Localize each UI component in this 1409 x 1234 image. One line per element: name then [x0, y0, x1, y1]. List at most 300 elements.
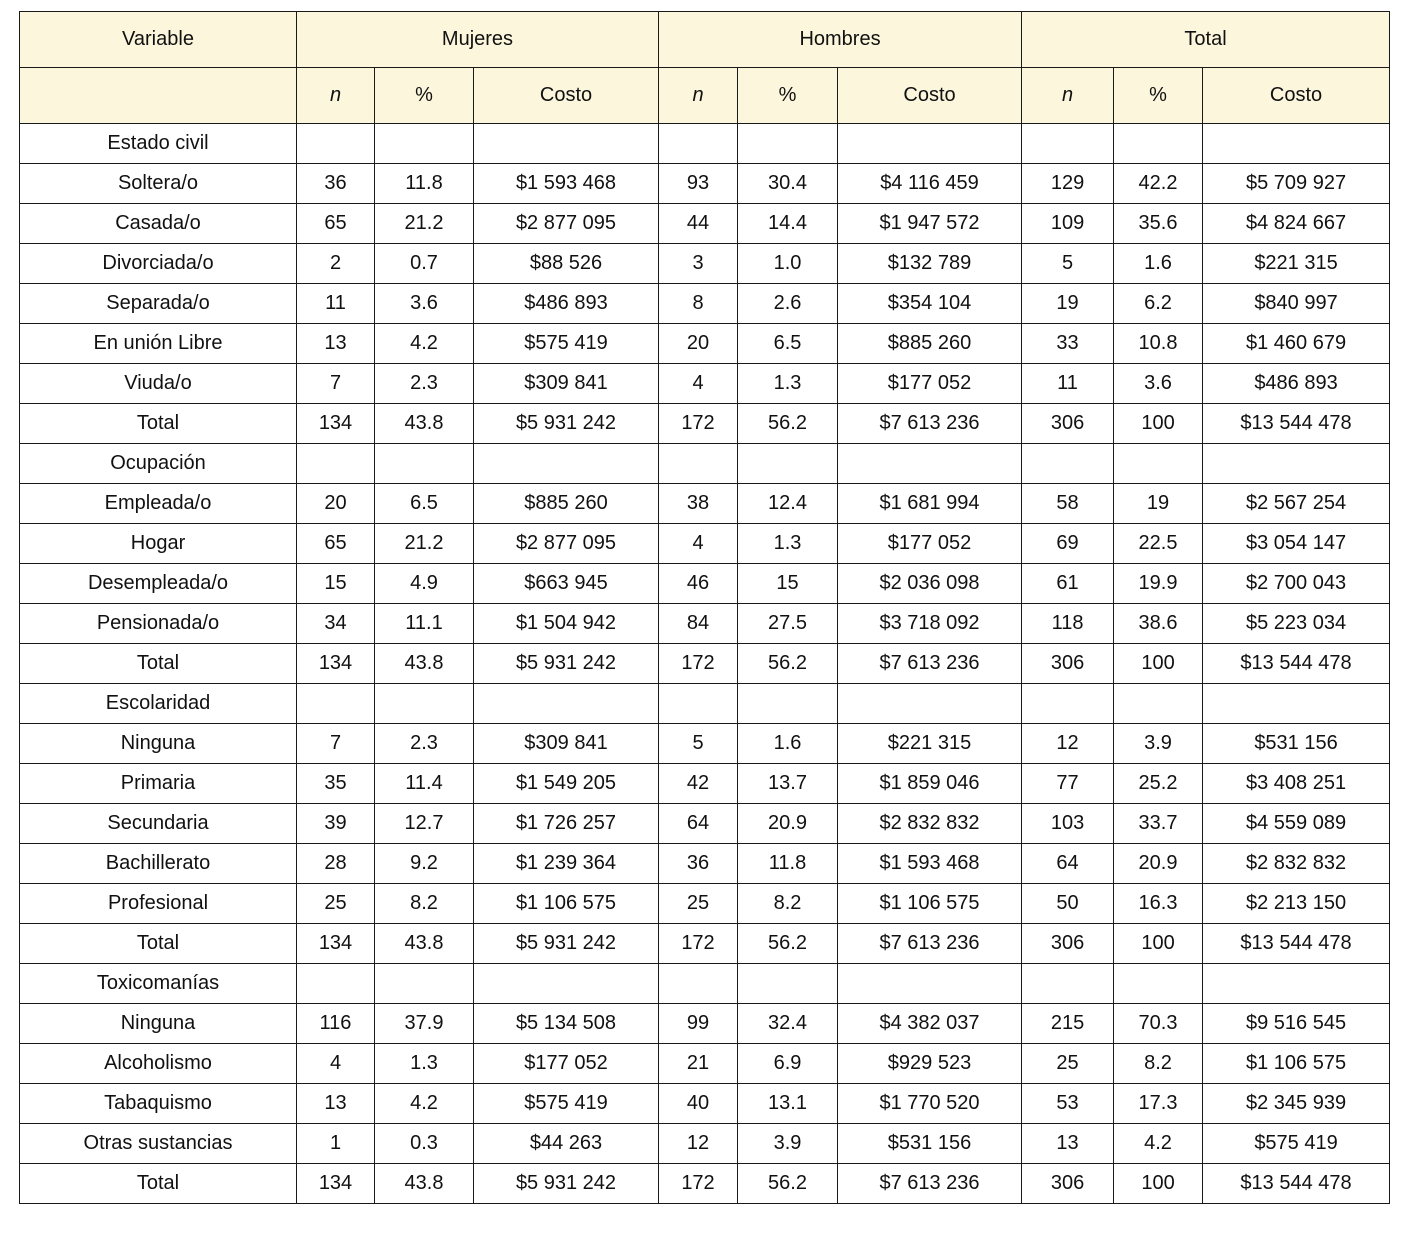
- cell-hombres-n: 4: [659, 364, 738, 404]
- row-label: Otras sustancias: [20, 1124, 297, 1164]
- subheader-n: n: [659, 68, 738, 124]
- cell-mujeres-n: 134: [297, 644, 375, 684]
- cell-total-pct: 100: [1114, 924, 1203, 964]
- cell-total-pct: 6.2: [1114, 284, 1203, 324]
- cell-mujeres-n: 134: [297, 404, 375, 444]
- cell-total-cost: $4 824 667: [1203, 204, 1390, 244]
- cell-hombres-n: 36: [659, 844, 738, 884]
- cell-total-n: 129: [1022, 164, 1114, 204]
- row-label: Profesional: [20, 884, 297, 924]
- empty-cell: [838, 684, 1022, 724]
- cell-mujeres-n: 34: [297, 604, 375, 644]
- table-row: [20, 764, 1390, 804]
- table-row: [20, 644, 1390, 684]
- cell-mujeres-pct: 8.2: [375, 884, 474, 924]
- cell-hombres-cost: $2 036 098: [838, 564, 1022, 604]
- row-label: Total: [20, 1164, 297, 1204]
- cell-total-cost: $2 832 832: [1203, 844, 1390, 884]
- table-row: [20, 1004, 1390, 1044]
- cell-total-cost: $2 700 043: [1203, 564, 1390, 604]
- cell-mujeres-cost: $2 877 095: [474, 204, 659, 244]
- cell-total-n: 109: [1022, 204, 1114, 244]
- cell-hombres-cost: $1 681 994: [838, 484, 1022, 524]
- cell-total-cost: $2 345 939: [1203, 1084, 1390, 1124]
- cell-hombres-pct: 12.4: [738, 484, 838, 524]
- empty-cell: [1114, 684, 1203, 724]
- cell-mujeres-n: 28: [297, 844, 375, 884]
- cell-total-cost: $1 106 575: [1203, 1044, 1390, 1084]
- cell-total-n: 306: [1022, 924, 1114, 964]
- table-row: [20, 804, 1390, 844]
- empty-cell: [1203, 964, 1390, 1004]
- cell-mujeres-cost: $2 877 095: [474, 524, 659, 564]
- cell-mujeres-pct: 0.7: [375, 244, 474, 284]
- section-row: [20, 684, 1390, 724]
- header-group-hombres: Hombres: [659, 12, 1022, 68]
- cell-mujeres-cost: $1 239 364: [474, 844, 659, 884]
- cell-hombres-pct: 2.6: [738, 284, 838, 324]
- row-label: Hogar: [20, 524, 297, 564]
- subheader-cost: Costo: [1203, 68, 1390, 124]
- cell-total-cost: $3 054 147: [1203, 524, 1390, 564]
- cell-total-cost: $2 213 150: [1203, 884, 1390, 924]
- table-row: [20, 1044, 1390, 1084]
- cell-hombres-pct: 6.9: [738, 1044, 838, 1084]
- cell-mujeres-pct: 3.6: [375, 284, 474, 324]
- cell-hombres-cost: $1 859 046: [838, 764, 1022, 804]
- cell-hombres-n: 46: [659, 564, 738, 604]
- cell-total-n: 77: [1022, 764, 1114, 804]
- cell-hombres-pct: 13.1: [738, 1084, 838, 1124]
- empty-cell: [297, 444, 375, 484]
- row-label: Casada/o: [20, 204, 297, 244]
- cell-mujeres-n: 13: [297, 324, 375, 364]
- table-row: [20, 524, 1390, 564]
- cell-hombres-cost: $354 104: [838, 284, 1022, 324]
- cell-total-cost: $13 544 478: [1203, 644, 1390, 684]
- cell-total-pct: 1.6: [1114, 244, 1203, 284]
- row-label: Alcoholismo: [20, 1044, 297, 1084]
- header-group-mujeres: Mujeres: [297, 12, 659, 68]
- cell-hombres-cost: $929 523: [838, 1044, 1022, 1084]
- row-label: Separada/o: [20, 284, 297, 324]
- cell-total-pct: 100: [1114, 404, 1203, 444]
- cell-hombres-n: 38: [659, 484, 738, 524]
- section-row: [20, 444, 1390, 484]
- cell-mujeres-n: 116: [297, 1004, 375, 1044]
- cell-mujeres-cost: $5 134 508: [474, 1004, 659, 1044]
- cell-hombres-n: 172: [659, 1164, 738, 1204]
- cell-mujeres-cost: $1 593 468: [474, 164, 659, 204]
- row-label: Ninguna: [20, 1004, 297, 1044]
- empty-cell: [474, 444, 659, 484]
- cell-hombres-pct: 11.8: [738, 844, 838, 884]
- cell-mujeres-pct: 2.3: [375, 364, 474, 404]
- cell-hombres-cost: $2 832 832: [838, 804, 1022, 844]
- empty-cell: [659, 124, 738, 164]
- section-title: Escolaridad: [20, 684, 297, 724]
- empty-cell: [297, 124, 375, 164]
- cell-total-pct: 17.3: [1114, 1084, 1203, 1124]
- cell-mujeres-n: 1: [297, 1124, 375, 1164]
- cell-mujeres-cost: $5 931 242: [474, 1164, 659, 1204]
- cell-hombres-pct: 27.5: [738, 604, 838, 644]
- cell-total-n: 306: [1022, 644, 1114, 684]
- table-row: [20, 404, 1390, 444]
- empty-cell: [474, 684, 659, 724]
- cell-hombres-n: 25: [659, 884, 738, 924]
- cell-hombres-n: 99: [659, 1004, 738, 1044]
- cell-hombres-cost: $7 613 236: [838, 924, 1022, 964]
- cell-hombres-pct: 56.2: [738, 644, 838, 684]
- cell-hombres-n: 172: [659, 924, 738, 964]
- table-row: [20, 724, 1390, 764]
- cell-hombres-cost: $1 770 520: [838, 1084, 1022, 1124]
- empty-cell: [1022, 124, 1114, 164]
- data-table: [19, 11, 1390, 1204]
- cell-hombres-pct: 1.6: [738, 724, 838, 764]
- cell-mujeres-cost: $885 260: [474, 484, 659, 524]
- cell-hombres-pct: 56.2: [738, 1164, 838, 1204]
- cell-mujeres-pct: 0.3: [375, 1124, 474, 1164]
- table-row: [20, 884, 1390, 924]
- cell-mujeres-cost: $5 931 242: [474, 924, 659, 964]
- cell-total-pct: 35.6: [1114, 204, 1203, 244]
- cell-hombres-n: 3: [659, 244, 738, 284]
- header-variable: Variable: [20, 12, 297, 68]
- cell-mujeres-n: 15: [297, 564, 375, 604]
- cell-mujeres-n: 25: [297, 884, 375, 924]
- cell-mujeres-cost: $5 931 242: [474, 404, 659, 444]
- cell-mujeres-cost: $1 726 257: [474, 804, 659, 844]
- cell-hombres-pct: 14.4: [738, 204, 838, 244]
- cell-hombres-n: 84: [659, 604, 738, 644]
- subheader-pct: %: [375, 68, 474, 124]
- cell-total-cost: $5 223 034: [1203, 604, 1390, 644]
- cell-mujeres-n: 7: [297, 724, 375, 764]
- section-title: Ocupación: [20, 444, 297, 484]
- cell-total-cost: $4 559 089: [1203, 804, 1390, 844]
- empty-cell: [375, 964, 474, 1004]
- cell-total-pct: 100: [1114, 1164, 1203, 1204]
- cell-total-n: 11: [1022, 364, 1114, 404]
- cell-mujeres-pct: 2.3: [375, 724, 474, 764]
- empty-cell: [838, 964, 1022, 1004]
- table-body: [20, 124, 1390, 1204]
- cell-mujeres-n: 4: [297, 1044, 375, 1084]
- empty-cell: [297, 964, 375, 1004]
- table-row: [20, 244, 1390, 284]
- cell-hombres-cost: $4 382 037: [838, 1004, 1022, 1044]
- cell-total-n: 306: [1022, 1164, 1114, 1204]
- empty-cell: [738, 444, 838, 484]
- table-row: [20, 324, 1390, 364]
- cell-total-n: 50: [1022, 884, 1114, 924]
- cell-total-pct: 10.8: [1114, 324, 1203, 364]
- row-label: Ninguna: [20, 724, 297, 764]
- header-group-total: Total: [1022, 12, 1390, 68]
- cell-hombres-cost: $4 116 459: [838, 164, 1022, 204]
- table-row: [20, 564, 1390, 604]
- empty-cell: [659, 684, 738, 724]
- cell-total-pct: 3.9: [1114, 724, 1203, 764]
- cell-mujeres-cost: $309 841: [474, 364, 659, 404]
- header-row: [20, 12, 1390, 68]
- empty-cell: [1022, 444, 1114, 484]
- table-row: [20, 484, 1390, 524]
- row-label: Secundaria: [20, 804, 297, 844]
- cell-total-pct: 33.7: [1114, 804, 1203, 844]
- cell-hombres-n: 5: [659, 724, 738, 764]
- cell-hombres-n: 172: [659, 404, 738, 444]
- cell-mujeres-pct: 11.8: [375, 164, 474, 204]
- cell-mujeres-n: 2: [297, 244, 375, 284]
- empty-cell: [1022, 964, 1114, 1004]
- empty-cell: [375, 444, 474, 484]
- empty-cell: [375, 684, 474, 724]
- section-row: [20, 964, 1390, 1004]
- cell-total-n: 13: [1022, 1124, 1114, 1164]
- section-title: Estado civil: [20, 124, 297, 164]
- cell-total-n: 69: [1022, 524, 1114, 564]
- cell-mujeres-pct: 21.2: [375, 524, 474, 564]
- cell-total-pct: 22.5: [1114, 524, 1203, 564]
- cell-hombres-n: 93: [659, 164, 738, 204]
- empty-cell: [738, 124, 838, 164]
- cell-mujeres-cost: $5 931 242: [474, 644, 659, 684]
- subheader-n: n: [1022, 68, 1114, 124]
- row-label: Divorciada/o: [20, 244, 297, 284]
- row-label: En unión Libre: [20, 324, 297, 364]
- table-row: [20, 924, 1390, 964]
- cell-hombres-n: 64: [659, 804, 738, 844]
- empty-cell: [474, 124, 659, 164]
- cell-hombres-n: 20: [659, 324, 738, 364]
- subheader-pct: %: [738, 68, 838, 124]
- cell-total-n: 53: [1022, 1084, 1114, 1124]
- cell-total-cost: $840 997: [1203, 284, 1390, 324]
- cell-mujeres-pct: 4.2: [375, 324, 474, 364]
- row-label: Total: [20, 644, 297, 684]
- cell-hombres-n: 44: [659, 204, 738, 244]
- empty-cell: [1114, 124, 1203, 164]
- cell-hombres-n: 21: [659, 1044, 738, 1084]
- cell-mujeres-cost: $663 945: [474, 564, 659, 604]
- cell-total-n: 58: [1022, 484, 1114, 524]
- cell-mujeres-cost: $1 549 205: [474, 764, 659, 804]
- cell-mujeres-n: 134: [297, 924, 375, 964]
- cell-total-pct: 3.6: [1114, 364, 1203, 404]
- cell-hombres-cost: $7 613 236: [838, 644, 1022, 684]
- cell-mujeres-pct: 21.2: [375, 204, 474, 244]
- cell-hombres-pct: 32.4: [738, 1004, 838, 1044]
- cell-total-pct: 19: [1114, 484, 1203, 524]
- cell-mujeres-cost: $44 263: [474, 1124, 659, 1164]
- row-label: Bachillerato: [20, 844, 297, 884]
- cell-mujeres-cost: $575 419: [474, 324, 659, 364]
- empty-cell: [838, 124, 1022, 164]
- row-label: Empleada/o: [20, 484, 297, 524]
- cell-total-cost: $13 544 478: [1203, 924, 1390, 964]
- cell-total-n: 215: [1022, 1004, 1114, 1044]
- table-row: [20, 164, 1390, 204]
- cell-total-cost: $5 709 927: [1203, 164, 1390, 204]
- cell-total-cost: $2 567 254: [1203, 484, 1390, 524]
- section-title: Toxicomanías: [20, 964, 297, 1004]
- cell-hombres-pct: 56.2: [738, 924, 838, 964]
- table-row: [20, 204, 1390, 244]
- empty-cell: [659, 444, 738, 484]
- cell-total-n: 19: [1022, 284, 1114, 324]
- empty-cell: [838, 444, 1022, 484]
- cell-mujeres-pct: 43.8: [375, 404, 474, 444]
- empty-cell: [297, 684, 375, 724]
- cell-total-n: 12: [1022, 724, 1114, 764]
- cell-hombres-n: 42: [659, 764, 738, 804]
- table-row: [20, 1124, 1390, 1164]
- cell-mujeres-cost: $1 504 942: [474, 604, 659, 644]
- cell-hombres-n: 12: [659, 1124, 738, 1164]
- cell-total-pct: 16.3: [1114, 884, 1203, 924]
- cell-hombres-cost: $3 718 092: [838, 604, 1022, 644]
- cell-hombres-pct: 30.4: [738, 164, 838, 204]
- table-row: [20, 364, 1390, 404]
- empty-cell: [1022, 684, 1114, 724]
- cell-total-cost: $13 544 478: [1203, 404, 1390, 444]
- cell-mujeres-cost: $575 419: [474, 1084, 659, 1124]
- table-row: [20, 604, 1390, 644]
- cell-hombres-pct: 1.3: [738, 524, 838, 564]
- cell-mujeres-n: 39: [297, 804, 375, 844]
- cell-mujeres-n: 7: [297, 364, 375, 404]
- cell-mujeres-cost: $486 893: [474, 284, 659, 324]
- row-label: Soltera/o: [20, 164, 297, 204]
- empty-cell: [738, 684, 838, 724]
- cell-mujeres-pct: 11.1: [375, 604, 474, 644]
- cell-mujeres-n: 11: [297, 284, 375, 324]
- cell-mujeres-pct: 9.2: [375, 844, 474, 884]
- cell-mujeres-pct: 11.4: [375, 764, 474, 804]
- cell-total-cost: $1 460 679: [1203, 324, 1390, 364]
- cell-mujeres-n: 65: [297, 524, 375, 564]
- cell-hombres-cost: $1 593 468: [838, 844, 1022, 884]
- cell-mujeres-pct: 12.7: [375, 804, 474, 844]
- cell-mujeres-cost: $1 106 575: [474, 884, 659, 924]
- cell-hombres-n: 40: [659, 1084, 738, 1124]
- empty-cell: [659, 964, 738, 1004]
- cell-hombres-cost: $177 052: [838, 364, 1022, 404]
- row-label: Primaria: [20, 764, 297, 804]
- row-label: Total: [20, 404, 297, 444]
- cell-mujeres-n: 35: [297, 764, 375, 804]
- cell-total-pct: 38.6: [1114, 604, 1203, 644]
- cell-mujeres-n: 134: [297, 1164, 375, 1204]
- row-label: Viuda/o: [20, 364, 297, 404]
- table-row: [20, 1084, 1390, 1124]
- cell-hombres-cost: $7 613 236: [838, 404, 1022, 444]
- cell-hombres-pct: 3.9: [738, 1124, 838, 1164]
- cell-total-pct: 70.3: [1114, 1004, 1203, 1044]
- cell-mujeres-cost: $177 052: [474, 1044, 659, 1084]
- empty-cell: [1203, 444, 1390, 484]
- cell-total-pct: 8.2: [1114, 1044, 1203, 1084]
- cell-hombres-n: 8: [659, 284, 738, 324]
- cell-total-pct: 25.2: [1114, 764, 1203, 804]
- cell-total-n: 25: [1022, 1044, 1114, 1084]
- empty-cell: [1114, 964, 1203, 1004]
- cell-hombres-pct: 13.7: [738, 764, 838, 804]
- section-row: [20, 124, 1390, 164]
- cell-total-n: 103: [1022, 804, 1114, 844]
- cell-hombres-pct: 56.2: [738, 404, 838, 444]
- empty-cell: [1203, 684, 1390, 724]
- cell-hombres-pct: 1.0: [738, 244, 838, 284]
- cell-total-cost: $13 544 478: [1203, 1164, 1390, 1204]
- cell-total-n: 5: [1022, 244, 1114, 284]
- subheader-n: n: [297, 68, 375, 124]
- cell-total-pct: 20.9: [1114, 844, 1203, 884]
- cell-hombres-cost: $132 789: [838, 244, 1022, 284]
- empty-cell: [1203, 124, 1390, 164]
- empty-cell: [474, 964, 659, 1004]
- cell-total-n: 306: [1022, 404, 1114, 444]
- cell-mujeres-n: 65: [297, 204, 375, 244]
- cell-total-n: 64: [1022, 844, 1114, 884]
- cell-hombres-pct: 15: [738, 564, 838, 604]
- cell-hombres-cost: $1 106 575: [838, 884, 1022, 924]
- cell-mujeres-n: 20: [297, 484, 375, 524]
- cell-mujeres-pct: 4.9: [375, 564, 474, 604]
- subheader-pct: %: [1114, 68, 1203, 124]
- table-row: [20, 844, 1390, 884]
- cell-hombres-cost: $885 260: [838, 324, 1022, 364]
- cell-mujeres-cost: $309 841: [474, 724, 659, 764]
- cell-total-n: 61: [1022, 564, 1114, 604]
- cell-hombres-cost: $221 315: [838, 724, 1022, 764]
- cell-total-cost: $531 156: [1203, 724, 1390, 764]
- cell-total-cost: $486 893: [1203, 364, 1390, 404]
- subheader-empty: [20, 68, 297, 124]
- cell-total-pct: 4.2: [1114, 1124, 1203, 1164]
- cell-hombres-pct: 1.3: [738, 364, 838, 404]
- cell-mujeres-pct: 4.2: [375, 1084, 474, 1124]
- cell-mujeres-pct: 43.8: [375, 1164, 474, 1204]
- cell-total-cost: $221 315: [1203, 244, 1390, 284]
- cell-hombres-cost: $1 947 572: [838, 204, 1022, 244]
- cell-mujeres-pct: 1.3: [375, 1044, 474, 1084]
- cell-hombres-pct: 20.9: [738, 804, 838, 844]
- table-row: [20, 1164, 1390, 1204]
- cell-mujeres-pct: 43.8: [375, 924, 474, 964]
- cell-hombres-n: 4: [659, 524, 738, 564]
- cell-hombres-pct: 8.2: [738, 884, 838, 924]
- cell-hombres-n: 172: [659, 644, 738, 684]
- empty-cell: [738, 964, 838, 1004]
- cell-total-pct: 100: [1114, 644, 1203, 684]
- cell-total-cost: $575 419: [1203, 1124, 1390, 1164]
- empty-cell: [375, 124, 474, 164]
- cell-mujeres-pct: 37.9: [375, 1004, 474, 1044]
- cell-total-n: 118: [1022, 604, 1114, 644]
- cell-hombres-cost: $177 052: [838, 524, 1022, 564]
- table-row: [20, 284, 1390, 324]
- cell-total-pct: 42.2: [1114, 164, 1203, 204]
- subheader-cost: Costo: [838, 68, 1022, 124]
- row-label: Total: [20, 924, 297, 964]
- row-label: Desempleada/o: [20, 564, 297, 604]
- empty-cell: [1114, 444, 1203, 484]
- cell-hombres-cost: $531 156: [838, 1124, 1022, 1164]
